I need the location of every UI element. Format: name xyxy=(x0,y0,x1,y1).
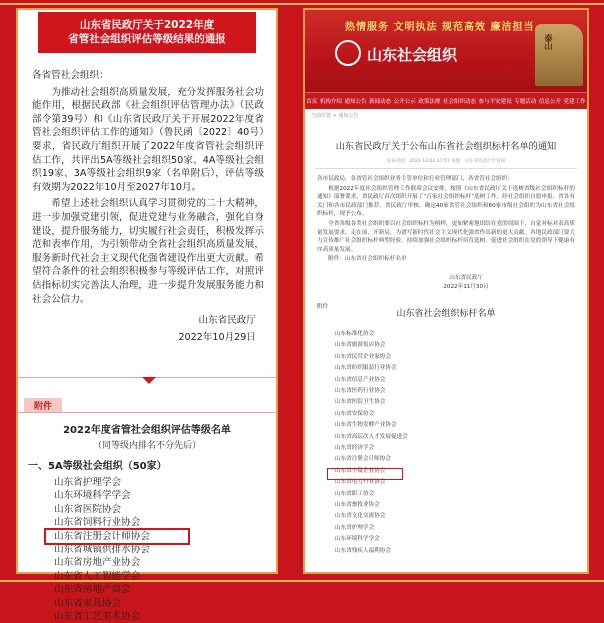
article-attachment-link[interactable]: 附件：山东省社会组织标杆名单 xyxy=(328,256,407,263)
article-paragraph-1: 根据2022年度社会组织管理工作联席会议安排，按照《山东省民政厅关于选树省级社会组织标杆的通知》部署要求，省民政厅首次组织开展了“百家社会组织标杆”选树工作。经社会组织自愿申报、省各有关门和各市民政部门推荐、省民政厅审核、确定40家省管社会组织和60家市级社会组织为山东省社会组织标杆，现予公布。 xyxy=(317,185,575,218)
left-list-title: 2022年度省管社会组织评估等级名单 xyxy=(63,425,231,436)
decor-line-top xyxy=(0,3,604,5)
left-org-item: 山东省家具协会 xyxy=(54,597,122,609)
right-org-item[interactable]: 山东省安保协会 xyxy=(335,410,375,417)
right-list-title: 山东省社会组织标杆名单 xyxy=(396,308,496,319)
nav-item[interactable]: 党建工作 xyxy=(563,99,586,105)
left-highlight-box xyxy=(44,528,190,545)
site-logo-icon xyxy=(335,40,361,66)
right-org-item[interactable]: 山东省纺织服装行业协会 xyxy=(335,365,397,372)
attachment-label: 附件 xyxy=(317,303,329,310)
right-org-item[interactable]: 山东省经济学会 xyxy=(335,445,375,451)
nav-item[interactable]: 信息公开 xyxy=(538,99,561,105)
left-org-item: 山东省护理学会 xyxy=(54,477,122,488)
left-org-item: 山东省医院协会 xyxy=(54,503,122,515)
right-org-item[interactable]: 山东省民营企业家协会 xyxy=(335,353,391,360)
left-list-subtitle: （同等级内排名不分先后） xyxy=(92,441,201,451)
nav-item[interactable]: 首页 xyxy=(306,99,318,105)
right-webpage-panel xyxy=(303,8,589,574)
left-org-item: 山东环境科学学会 xyxy=(54,490,131,502)
right-org-item[interactable]: 山东省高层次人才发展促进会 xyxy=(335,433,408,440)
left-org-item: 山东省注册会计师协会 xyxy=(54,530,150,542)
article-body xyxy=(305,169,587,264)
site-slogan: 热情服务 文明执法 规范高效 廉洁担当 xyxy=(345,22,535,33)
site-name: 山东社会组织 xyxy=(367,46,458,64)
nav-item[interactable]: 社会组织动态 xyxy=(443,99,477,105)
site-nav-bar xyxy=(305,92,587,109)
left-org-item: 山东省饲料行业协会 xyxy=(54,517,141,529)
nav-item[interactable]: 新闻动态 xyxy=(369,99,392,105)
left-notice-title: 山东省民政厅关于2022年度 省管社会组织评估等级结果的通报 xyxy=(38,12,256,53)
nav-item[interactable]: 专题活动 xyxy=(514,99,537,105)
article-meta: 发布时间：2022-12-02 17:57 来源：山东省民政厅社管局 xyxy=(386,159,506,164)
article-title: 山东省民政厅关于公布山东省社会组织标杆名单的通知 xyxy=(335,141,557,152)
left-org-item: 山东省房地产商会 xyxy=(54,584,131,596)
left-org-item: 山东省人工智能学会 xyxy=(54,570,141,582)
right-org-item[interactable]: 山东省护理学会 xyxy=(335,524,375,531)
left-org-list xyxy=(52,476,150,623)
nav-item[interactable]: 政策法规 xyxy=(418,99,441,105)
left-notice-body xyxy=(18,53,276,346)
left-greeting: 各省管社会组织： xyxy=(32,70,109,81)
right-org-item[interactable]: 山东环境科学学会 xyxy=(335,536,380,543)
right-org-item[interactable]: 山东省旅游饭店协会 xyxy=(335,342,386,349)
right-org-item[interactable]: 山东省小微企业协会 xyxy=(335,467,386,474)
right-org-item[interactable]: 山东省医药行业协会 xyxy=(335,387,386,394)
left-section-heading: 一、5A等级社会组织（50家） xyxy=(28,461,167,472)
nav-item[interactable]: 公开公示 xyxy=(393,99,416,105)
right-org-item[interactable]: 山东省注册会计师协会 xyxy=(335,456,391,463)
right-org-item[interactable]: 山东省职工协会 xyxy=(335,490,375,497)
left-org-item: 山东省城镇供排水协会 xyxy=(54,544,150,556)
right-org-item[interactable]: 山东标准化协会 xyxy=(335,330,375,337)
nav-item[interactable]: 机构介绍 xyxy=(319,99,342,105)
left-org-item: 山东省工艺美术协会 xyxy=(54,611,141,623)
right-org-item[interactable]: 山东省电力行业协会 xyxy=(335,479,386,486)
right-org-item[interactable]: 山东省文化交流协会 xyxy=(335,513,386,520)
right-org-list xyxy=(335,329,587,557)
nav-item[interactable]: 参与平安建设 xyxy=(478,99,512,105)
nav-item[interactable]: 通知公告 xyxy=(344,99,367,105)
right-org-item[interactable]: 山东省生物发酵产业协会 xyxy=(335,422,397,429)
article-paragraph-2: 全省各级各类社会组织要以社会组织标杆为榜样，更加紧密地团结在党的周围下，自觉对标对表高质量发展要求，走在前、开新局，为谱写新时代社会主义现代化强省作出新的更大贡献。各地民政部门要大力宣传推广社会组织标杆典型经验，持续加强社会组织标杆培育选树，促进社会组织在党的领导下健康有序高质量发展。 xyxy=(317,220,575,253)
left-attachment-tag: 附件 xyxy=(24,398,62,413)
site-banner xyxy=(305,10,587,92)
right-org-item[interactable]: 山东省信息产业协会 xyxy=(335,376,386,383)
left-paragraph-1: 为推动社会组织高质量发展，充分发挥服务社会功能作用，根据民政部《社会组织评估管理办法》（民政部令第39号）和《山东省民政厅关于开展2022年度省管社会组织评估工作的通知》（鲁民函〔2022〕40号）要求，省民政厅组织开展了2022年度省管社会组织评估工作，共评出5A等级社会组织50家、4A等级社会组织19家、3A等级社会组织9家（名单附后），评估等级有效期为2022年10月至2027年10月。 xyxy=(32,86,264,193)
right-org-item[interactable]: 山东省医院卫生协会 xyxy=(335,399,386,406)
right-org-item[interactable]: 山东省畜牧业协会 xyxy=(335,502,380,509)
article-greeting: 各市民政局，各省管社会组织业务主管单位和行业管理部门，各省管社会组织： xyxy=(317,176,513,182)
article-signature: 山东省民政厅 2022年11月30日 xyxy=(443,274,489,290)
right-org-item[interactable]: 山东省残疾人福利协会 xyxy=(335,547,391,554)
left-divider-arrow xyxy=(142,377,156,384)
left-signature: 山东省民政厅 2022年10月29日 xyxy=(178,315,256,344)
left-divider-2 xyxy=(18,412,276,413)
left-notice-panel xyxy=(16,8,278,623)
taishan-stone-icon: 泰山 xyxy=(535,24,583,86)
right-highlight-box xyxy=(327,468,403,480)
breadcrumb[interactable]: 当前位置 > 通知公告 xyxy=(311,113,359,119)
left-org-item: 山东省房地产业协会 xyxy=(54,557,141,569)
left-paragraph-2: 希望上述社会组织认真学习贯彻党的二十大精神，进一步加强党建引领，促进党建与业务融合，强化自身建设，提升服务能力，切实履行社会责任，积极发挥示范和表率作用，为引领带动全省社会组织高质量发展，服务新时代社会主义现代化强省建设作出更大贡献。希望符合条件的社会组织积极参与等级评估工作，对照评估指标切实完善法人治理，进一步提升发展服务能力和社会公信力。 xyxy=(32,198,264,305)
